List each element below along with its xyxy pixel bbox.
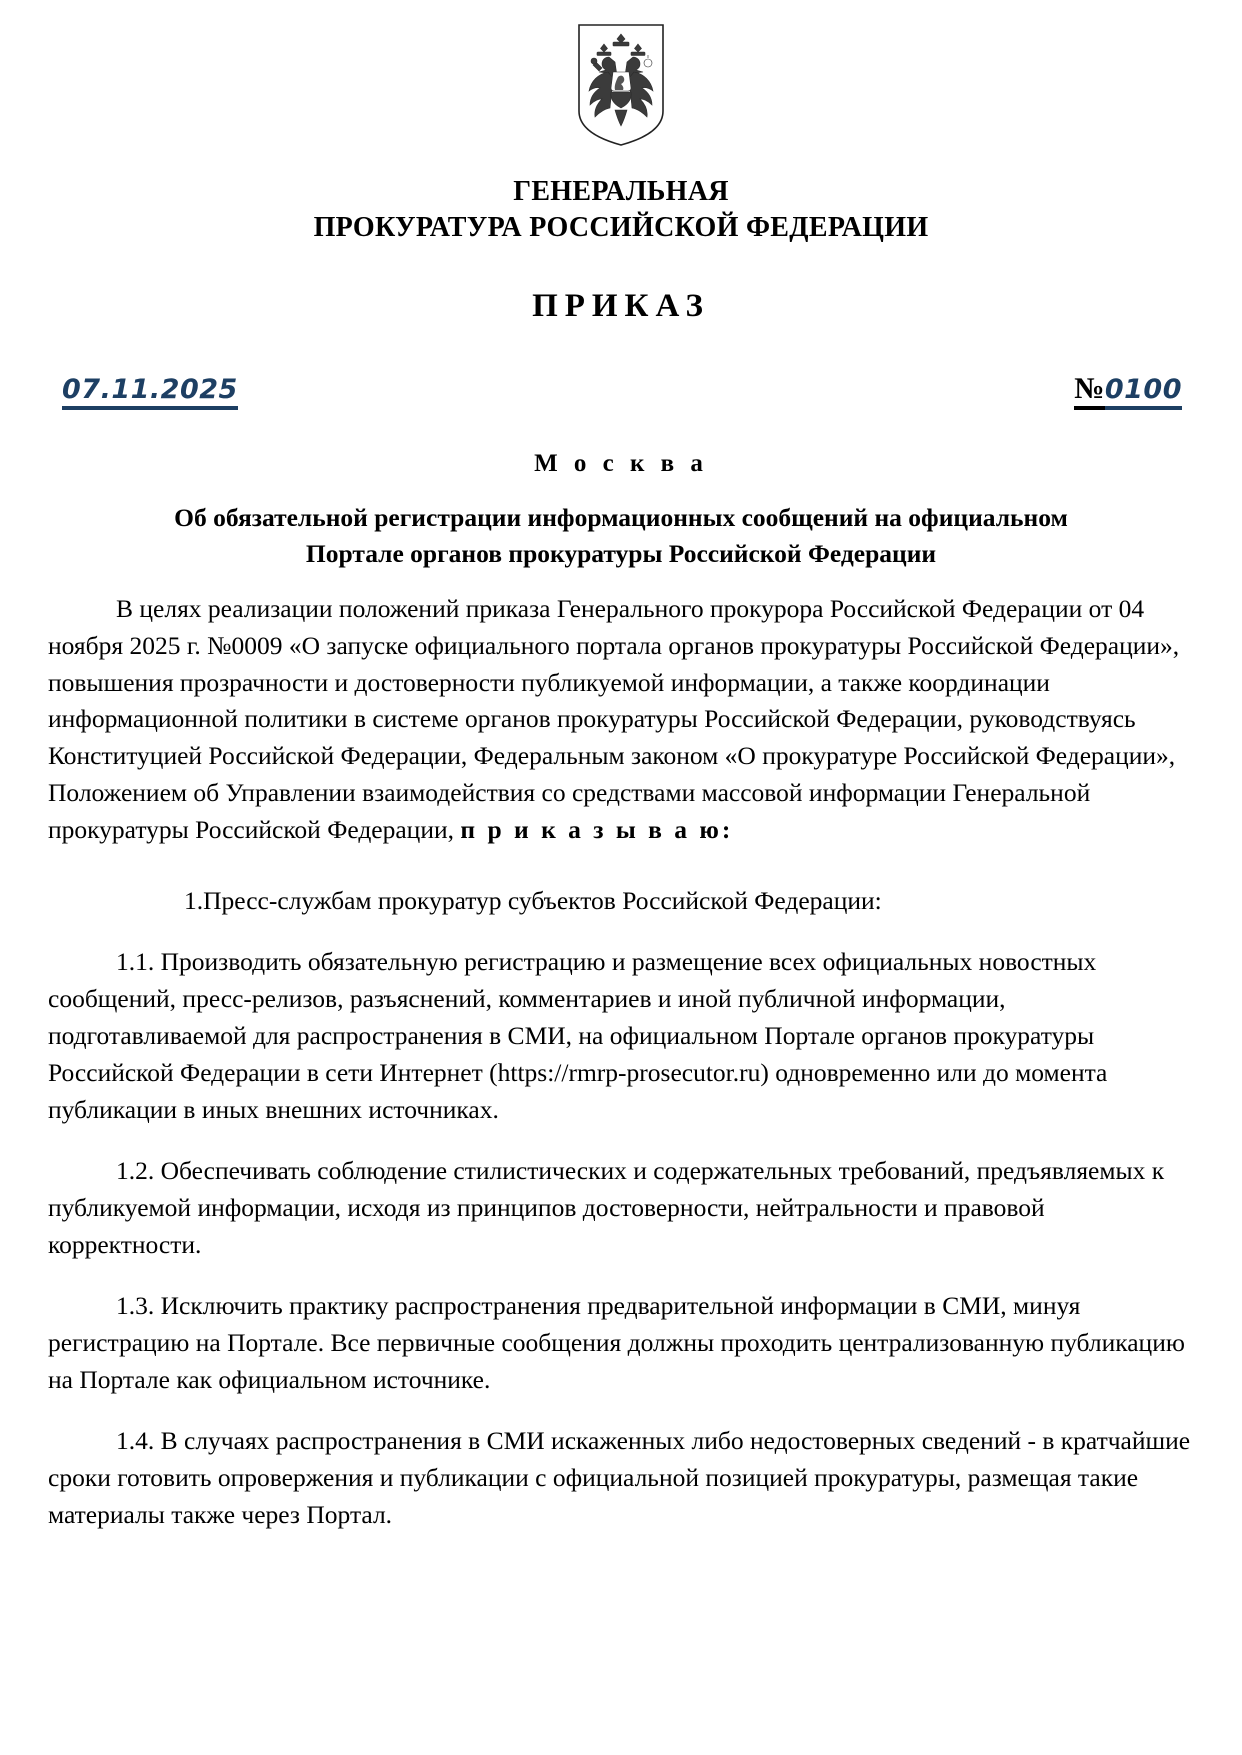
number-sign: № bbox=[1074, 373, 1105, 411]
emblem-container bbox=[48, 0, 1194, 148]
coat-of-arms-icon bbox=[575, 22, 667, 148]
document-subject bbox=[48, 500, 1194, 572]
list-item-1-2: 1.2. Обеспечивать соблюдение стилистических и содержательных требований, предъявляемых к публикуемой информации, исходя из принципов достоверности, нейтральности и правовой корректности. bbox=[48, 1156, 1165, 1260]
list-item-1-4: 1.4. В случаях распространения в СМИ искаженных либо недостоверных сведений - в кратчайшие сроки готовить опровержения и публикации с официальной позицией прокуратуры, размещая такие материалы также через Портал. bbox=[48, 1425, 1191, 1529]
number-value: 0100 bbox=[1105, 376, 1182, 410]
preamble-paragraph bbox=[48, 591, 1194, 850]
document-date: 07.11.2025 bbox=[62, 376, 238, 410]
organization-title-line2: ПРОКУРАТУРА РОССИЙСКОЙ ФЕДЕРАЦИИ bbox=[313, 211, 929, 243]
document-number bbox=[1074, 373, 1182, 411]
list-item-1 bbox=[48, 883, 1194, 920]
list-item-1-3: 1.3. Исключить практику распространения предварительной информации в СМИ, минуя регистрацию на Портале. Все первичные сообщения должны проходить централизованную публикацию на Портале как официальном источнике. bbox=[48, 1291, 1185, 1394]
list-item-1-number: 1. bbox=[184, 886, 204, 916]
city-line: М о с к в а bbox=[534, 450, 708, 478]
document-subject-line2: Портале органов прокуратуры Российской Федерации bbox=[305, 539, 937, 569]
document-body bbox=[48, 591, 1194, 1534]
list-item-1-1: 1.1. Производить обязательную регистрацию и размещение всех официальных новостных сообщений, пресс-релизов, разъяснений, комментариев и иной публичной информации, подготавливаемой для распространения в СМИ, на официальном Портале органов прокуратуры Российской Федерации в сети Интернет (https://rmrp-prosecutor.ru) одновременно или до момента публикации в иных внешних источниках. bbox=[48, 947, 1108, 1125]
organization-title bbox=[48, 174, 1194, 246]
document-meta-row bbox=[48, 373, 1194, 411]
document-subject-line1: Об обязательной регистрации информационных сообщений на официальном bbox=[174, 503, 1068, 533]
organization-title-line1: ГЕНЕРАЛЬНАЯ bbox=[513, 176, 729, 207]
order-verb: п р и к а з ы в а ю: bbox=[460, 815, 734, 845]
preamble-text: В целях реализации положений приказа Генерального прокурора Российской Федерации от 04 ноября 2025 г. №0009 «О запуске официального портала органов прокуратуры Российской Федерации», повышения прозрачности и достоверности публикуемой информации, а также координации информационной политики в системе органов прокуратуры Российской Федерации, руководствуясь Конституцией Российской Федерации, Федеральным законом «О прокуратуре Российской Федерации», Положением об Управлении взаимодействия со средствами массовой информации Генеральной прокуратуры Российской Федерации, bbox=[48, 593, 1180, 845]
document-kind-heading: ПРИКАЗ bbox=[532, 287, 710, 324]
list-item-1-text: Пресс-службам прокуратур субъектов Российской Федерации: bbox=[203, 886, 882, 916]
